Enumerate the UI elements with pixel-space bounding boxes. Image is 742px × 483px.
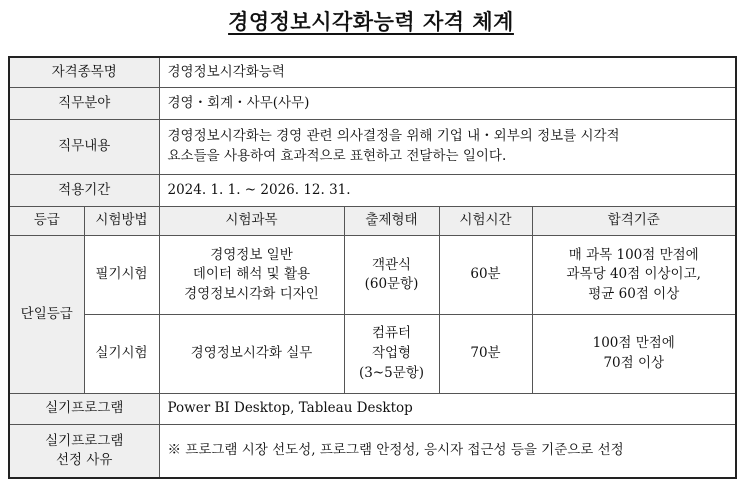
criteria-written-3: 평균 60점 이상 (588, 285, 680, 302)
header-time: 시험시간 (439, 206, 532, 236)
label-practical-program: 실기프로그램 (9, 393, 159, 425)
criteria-practical-1: 100점 만점에 (592, 335, 675, 352)
method-written: 필기시험 (84, 236, 159, 315)
value-qualification-name: 경영정보시각화능력 (159, 57, 736, 88)
criteria-written (532, 236, 736, 315)
row-job-field (9, 88, 736, 120)
row-written-exam (9, 236, 736, 315)
row-job-description (9, 119, 736, 174)
format-written-2: (60문항) (364, 276, 419, 293)
value-selection-reason: ※ 프로그램 시장 선도성, 프로그램 안정성, 응시자 접근성 등을 기준으로 선정 (159, 425, 736, 478)
row-exam-header (9, 206, 736, 236)
label-job-field: 직무분야 (9, 88, 159, 120)
header-subject: 시험과목 (159, 206, 344, 236)
format-practical-3: (3~5문항) (358, 364, 425, 381)
criteria-written-1: 매 과목 100점 만점에 (568, 246, 699, 263)
label-job-description: 직무내용 (9, 119, 159, 174)
row-practical-program (9, 393, 736, 425)
header-method: 시험방법 (84, 206, 159, 236)
method-practical: 실기시험 (84, 314, 159, 393)
row-practical-exam (9, 314, 736, 393)
criteria-practical-2: 70점 이상 (603, 354, 665, 371)
subjects-practical: 경영정보시각화 실무 (159, 314, 344, 393)
subjects-written (159, 236, 344, 315)
selection-label-line-1: 실기프로그램 (45, 432, 124, 449)
format-practical-1: 컴퓨터 (371, 325, 412, 342)
row-qualification-name (9, 57, 736, 88)
header-grade: 등급 (9, 206, 84, 236)
format-written-1: 객관식 (371, 256, 412, 273)
time-written: 60분 (439, 236, 532, 315)
header-criteria: 합격기준 (532, 206, 736, 236)
criteria-practical (532, 314, 736, 393)
subject-written-3: 경영정보시각화 디자인 (184, 285, 319, 302)
label-selection-reason (9, 425, 159, 478)
subject-written-1: 경영정보 일반 (210, 246, 293, 263)
document-title: 경영정보시각화능력 자격 체계 (228, 10, 514, 34)
value-application-period: 2024. 1. 1. ~ 2026. 12. 31. (159, 174, 736, 206)
header-format: 출제형태 (344, 206, 439, 236)
grade-single: 단일등급 (9, 236, 84, 393)
value-job-field: 경영・회계・사무(사무) (159, 88, 736, 120)
row-application-period (9, 174, 736, 206)
criteria-written-2: 과목당 40점 이상이고, (566, 266, 701, 283)
format-practical-2: 작업형 (371, 345, 412, 361)
value-job-description (159, 119, 736, 174)
selection-label-line-2: 선정 사유 (56, 452, 113, 469)
label-application-period: 적용기간 (9, 174, 159, 206)
qualification-table (8, 56, 737, 479)
value-practical-program: Power BI Desktop, Tableau Desktop (159, 393, 736, 425)
format-written (344, 236, 439, 315)
label-qualification-name: 자격종목명 (9, 57, 159, 88)
subject-written-2: 데이터 해석 및 활용 (192, 266, 311, 283)
job-description-line-1: 경영정보시각화는 경영 관련 의사결정을 위해 기업 내・외부의 정보를 시각적 (167, 128, 620, 145)
format-practical (344, 314, 439, 393)
time-practical: 70분 (439, 314, 532, 393)
row-selection-reason (9, 425, 736, 478)
job-description-line-2: 요소들을 사용하여 효과적으로 표현하고 전달하는 일이다. (167, 147, 507, 164)
